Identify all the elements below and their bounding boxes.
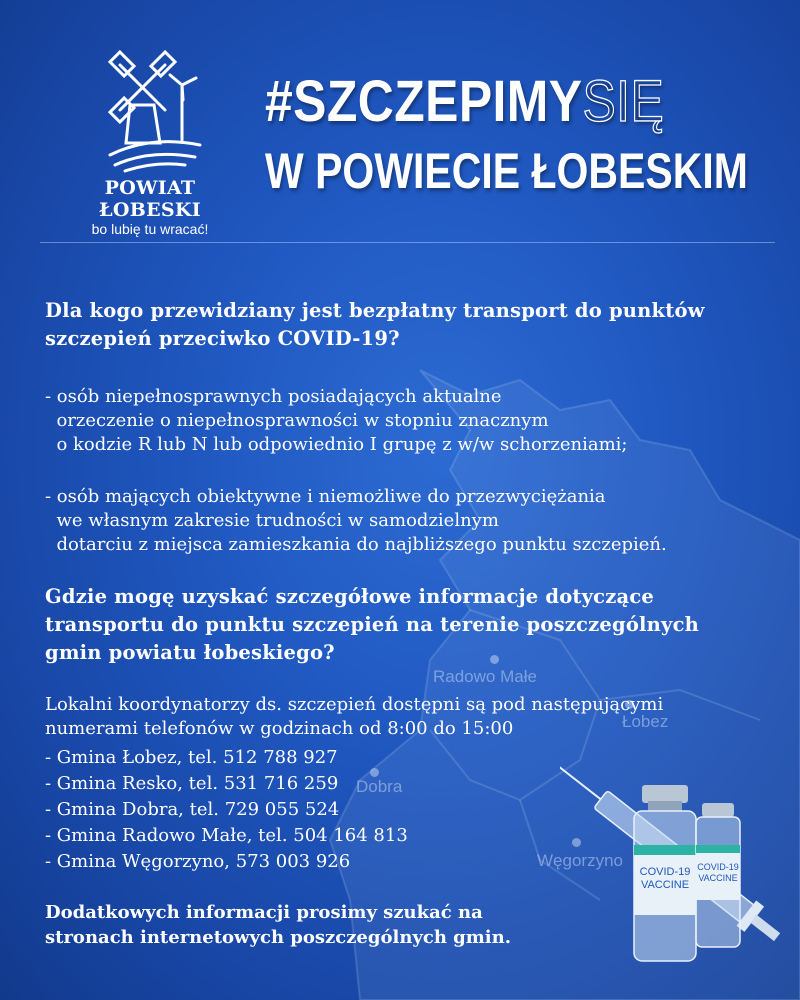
map-label-wegorzyno: Węgorzyno — [537, 851, 623, 870]
headline-accent: SIĘ — [582, 69, 665, 134]
contact-dobra: - Gmina Dobra, tel. 729 055 524 — [45, 799, 340, 820]
footer-line: stronach internetowych poszczególnych gmin. — [45, 927, 511, 948]
bullet-mobility-difficulty — [45, 485, 667, 557]
small-vial-label-line1: COVID-19 — [697, 862, 739, 872]
question-transport-eligibility: Dla kogo przewidziany jest bezpłatny transport do punktów szczepień przeciwko COVID-19? — [45, 299, 705, 350]
map-label-lobez: Łobez — [622, 712, 669, 731]
intro-line: Lokalni koordynatorzy ds. szczepień dostępni są pod następującymi — [45, 694, 664, 715]
headline-line-2: W POWIECIE ŁOBESKIM — [265, 143, 748, 199]
logo-subtitle: bo lubię tu wracać! — [91, 221, 209, 237]
bullet-line: o kodzie R lub N lub odpowiednio I grupę z w/w schorzeniami; — [45, 434, 628, 455]
divider — [40, 242, 775, 243]
vial-label-line1: COVID-19 — [639, 866, 691, 878]
question-info-where: Gdzie mogę uzyskać szczegółowe informacje dotyczące transportu do punktu szczepień na terenie poszczególnych gmin powiatu łobeskiego? — [45, 585, 700, 664]
intro-line: numerami telefonów w godzinach od 8:00 do 15:00 — [45, 718, 514, 739]
map-label-dobra: Dobra — [356, 777, 403, 796]
contact-lobez: - Gmina Łobez, tel. 512 788 927 — [45, 747, 338, 768]
footer-note — [45, 900, 511, 950]
coordinators-intro — [45, 693, 663, 741]
map-label-radowo: Radowo Małe — [433, 667, 537, 686]
logo-title: POWIAT ŁOBESKI — [99, 177, 201, 221]
contact-radowo: - Gmina Radowo Małe, tel. 504 164 813 — [45, 825, 408, 846]
footer-line: Dodatkowych informacji prosimy szukać na — [45, 902, 483, 923]
contact-resko: - Gmina Resko, tel. 531 716 259 — [45, 773, 339, 794]
bullet-line: dotarciu z miejsca zamieszkania do najbliższego punktu szczepień. — [45, 534, 667, 555]
bullet-line: orzeczenie o niepełnosprawności w stopniu znacznym — [45, 410, 549, 431]
small-vial-label-line2: VACCINE — [698, 873, 738, 883]
bullet-line: we własnym zakresie trudności w samodzielnym — [45, 510, 499, 531]
bullet-line: - osób mających obiektywne i niemożliwe do przezwyciężania — [45, 486, 606, 507]
headline-line-1 — [265, 70, 712, 134]
bullet-disabled-persons — [45, 385, 628, 457]
bullet-line: - osób niepełnosprawnych posiadających aktualne — [45, 386, 502, 407]
headline — [265, 70, 785, 200]
contact-wegorzyno: - Gmina Węgorzyno, 573 003 926 — [45, 851, 351, 872]
county-logo — [70, 45, 230, 237]
contacts-list — [45, 745, 408, 875]
headline-hashtag: #SZCZEPIMY — [265, 69, 583, 134]
windmill-icon — [90, 45, 210, 175]
vial-label-line2: VACCINE — [640, 879, 690, 891]
vaccine-vials-syringe-icon — [560, 745, 800, 975]
